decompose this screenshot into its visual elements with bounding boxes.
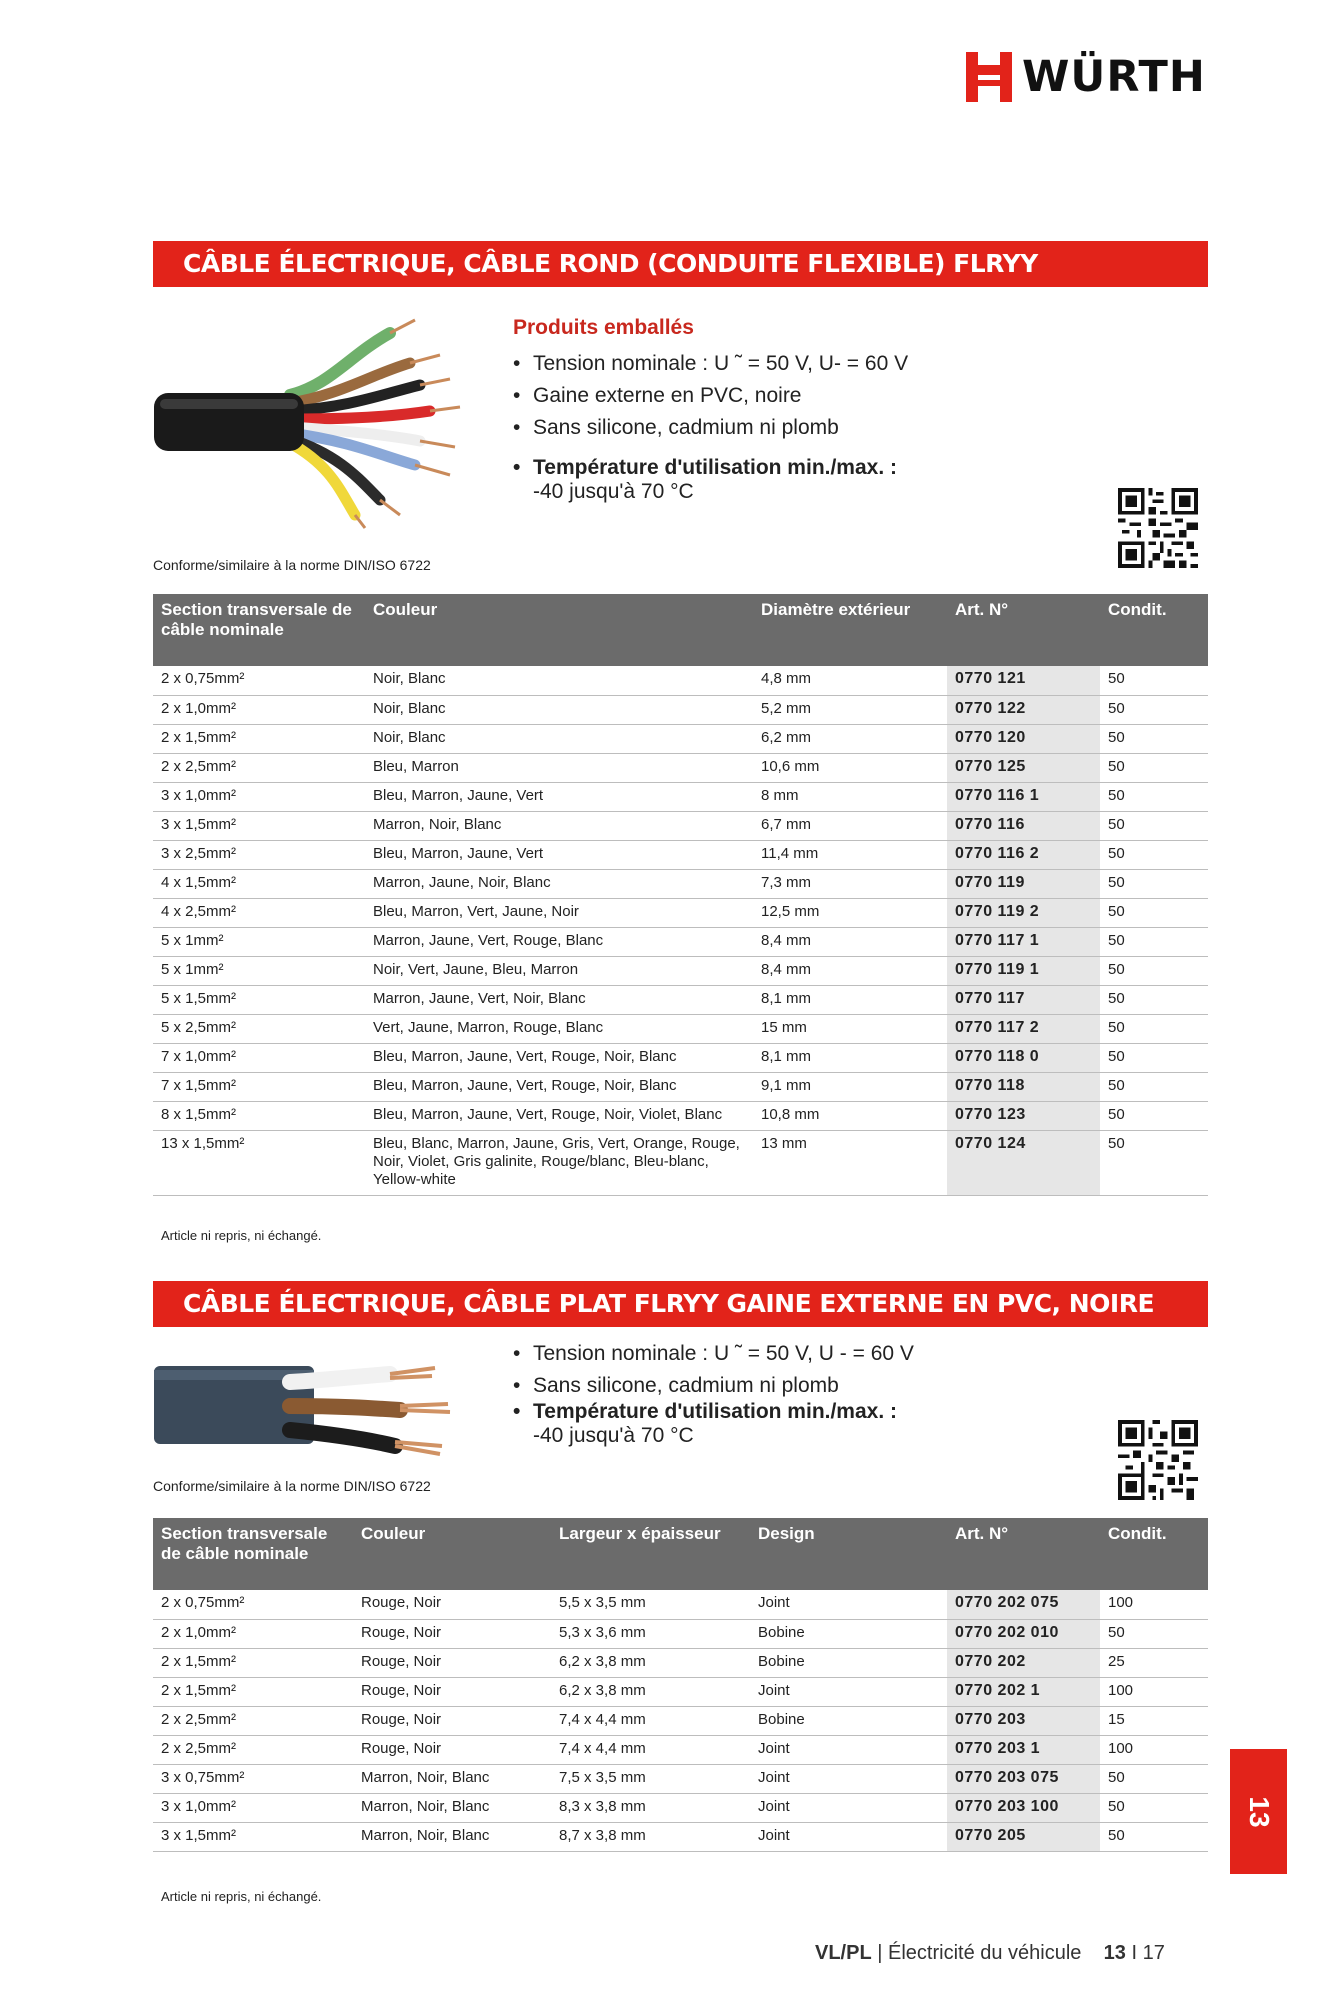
section-cell: 5 x 1mm²: [153, 956, 365, 985]
section-cell: 2 x 0,75mm²: [153, 1590, 353, 1619]
diameter-cell: 5,2 mm: [753, 695, 947, 724]
color-cell: Noir, Vert, Jaune, Bleu, Marron: [365, 956, 753, 985]
diameter-cell: 12,5 mm: [753, 898, 947, 927]
table-row: [153, 898, 1208, 927]
feature-item: • Sans silicone, cadmium ni plomb: [513, 416, 908, 440]
dimension-cell: 6,2 x 3,8 mm: [551, 1677, 750, 1706]
color-cell: Rouge, Noir: [353, 1706, 551, 1735]
packaging-cell: 50: [1100, 724, 1208, 753]
design-cell: Bobine: [750, 1706, 947, 1735]
article-number-cell: 0770 122: [947, 695, 1100, 724]
section-cell: 2 x 1,0mm²: [153, 1619, 353, 1648]
color-cell: Marron, Noir, Blanc: [353, 1793, 551, 1822]
color-cell: Rouge, Noir: [353, 1648, 551, 1677]
packaging-cell: 50: [1100, 985, 1208, 1014]
column-header: Couleur: [353, 1518, 551, 1590]
packaging-cell: 50: [1100, 1619, 1208, 1648]
table-row: [153, 666, 1208, 695]
table-row: [153, 1735, 1208, 1764]
dimension-cell: 8,7 x 3,8 mm: [551, 1822, 750, 1851]
diameter-cell: 15 mm: [753, 1014, 947, 1043]
diameter-cell: 4,8 mm: [753, 666, 947, 695]
table-row: [153, 1043, 1208, 1072]
table-row: [153, 927, 1208, 956]
table-row: [153, 1130, 1208, 1195]
dimension-cell: 5,5 x 3,5 mm: [551, 1590, 750, 1619]
table-row: [153, 811, 1208, 840]
section2-note: Article ni repris, ni échangé.: [161, 1889, 322, 1904]
section-cell: 7 x 1,5mm²: [153, 1072, 365, 1101]
section-cell: 4 x 2,5mm²: [153, 898, 365, 927]
table-row: [153, 1822, 1208, 1851]
color-cell: Bleu, Blanc, Marron, Jaune, Gris, Vert, Orange, Rouge, Noir, Violet, Gris galinite, Rouge/blanc, Bleu-blanc, Yellow-white: [365, 1130, 753, 1195]
temperature-value: -40 jusqu'à 70 °C: [533, 1424, 694, 1447]
section1-note: Article ni repris, ni échangé.: [161, 1228, 322, 1243]
section2-title: CÂBLE ÉLECTRIQUE, CÂBLE PLAT FLRYY GAINE EXTERNE EN PVC, NOIRE: [153, 1281, 1208, 1327]
packaging-cell: 50: [1100, 1130, 1208, 1195]
color-cell: Rouge, Noir: [353, 1735, 551, 1764]
color-cell: Bleu, Marron: [365, 753, 753, 782]
footer-section-title: Électricité du véhicule: [888, 1942, 1082, 1964]
footer-category: VL/PL: [815, 1942, 872, 1964]
table-row: [153, 840, 1208, 869]
feature-item: • Tension nominale : U ˜ = 50 V, U - = 60 V: [513, 1342, 914, 1366]
color-cell: Marron, Jaune, Vert, Noir, Blanc: [365, 985, 753, 1014]
table-row: [153, 1072, 1208, 1101]
table-row: [153, 1764, 1208, 1793]
packaging-cell: 50: [1100, 811, 1208, 840]
feature-item: • Tension nominale : U ˜ = 50 V, U- = 60 V: [513, 352, 908, 376]
footer-page-number: 13: [1103, 1942, 1126, 1964]
color-cell: Bleu, Marron, Jaune, Vert: [365, 840, 753, 869]
packaging-cell: 50: [1100, 927, 1208, 956]
section-cell: 4 x 1,5mm²: [153, 869, 365, 898]
packaging-cell: 50: [1100, 956, 1208, 985]
section1-norm: Conforme/similaire à la norme DIN/ISO 6722: [153, 557, 431, 573]
dimension-cell: 5,3 x 3,6 mm: [551, 1619, 750, 1648]
article-number-cell: 0770 203 1: [947, 1735, 1100, 1764]
color-cell: Marron, Noir, Blanc: [353, 1822, 551, 1851]
packaging-cell: 50: [1100, 840, 1208, 869]
color-cell: Bleu, Marron, Jaune, Vert, Rouge, Noir, Blanc: [365, 1043, 753, 1072]
design-cell: Bobine: [750, 1648, 947, 1677]
article-number-cell: 0770 202: [947, 1648, 1100, 1677]
packaging-cell: 100: [1100, 1735, 1208, 1764]
article-number-cell: 0770 205: [947, 1822, 1100, 1851]
packaging-cell: 50: [1100, 1793, 1208, 1822]
packaging-cell: 25: [1100, 1648, 1208, 1677]
table-row: [153, 695, 1208, 724]
feature-item: • Gaine externe en PVC, noire: [513, 384, 908, 408]
dimension-cell: 7,4 x 4,4 mm: [551, 1735, 750, 1764]
feature-item: • Sans silicone, cadmium ni plomb: [513, 1374, 914, 1398]
table-row: [153, 1101, 1208, 1130]
article-number-cell: 0770 119 1: [947, 956, 1100, 985]
temperature-label: Température d'utilisation min./max. :: [533, 456, 898, 479]
diameter-cell: 8,1 mm: [753, 1043, 947, 1072]
wurth-logo: [966, 52, 1206, 102]
wurth-logo-icon: [966, 52, 1012, 102]
color-cell: Marron, Noir, Blanc: [353, 1764, 551, 1793]
article-number-cell: 0770 118 0: [947, 1043, 1100, 1072]
qr-code-icon: [1118, 1420, 1198, 1500]
design-cell: Joint: [750, 1677, 947, 1706]
packaging-cell: 50: [1100, 1764, 1208, 1793]
color-cell: Noir, Blanc: [365, 695, 753, 724]
brand-name: WÜRTH: [1022, 51, 1206, 102]
design-cell: Joint: [750, 1822, 947, 1851]
article-number-cell: 0770 203 075: [947, 1764, 1100, 1793]
packaging-cell: 50: [1100, 695, 1208, 724]
packaging-cell: 100: [1100, 1590, 1208, 1619]
column-header: Section transversale de câble nominale: [153, 594, 365, 666]
dimension-cell: 8,3 x 3,8 mm: [551, 1793, 750, 1822]
temperature-feature: [513, 456, 908, 504]
table-row: [153, 1677, 1208, 1706]
temperature-label: Température d'utilisation min./max. :: [533, 1400, 898, 1423]
table-row: [153, 1706, 1208, 1735]
color-cell: Rouge, Noir: [353, 1677, 551, 1706]
section-cell: 3 x 2,5mm²: [153, 840, 365, 869]
section-cell: 2 x 1,5mm²: [153, 724, 365, 753]
section-cell: 5 x 2,5mm²: [153, 1014, 365, 1043]
round-cable-image: [150, 315, 495, 530]
article-number-cell: 0770 119: [947, 869, 1100, 898]
color-cell: Rouge, Noir: [353, 1590, 551, 1619]
design-cell: Joint: [750, 1735, 947, 1764]
article-number-cell: 0770 203 100: [947, 1793, 1100, 1822]
table-row: [153, 869, 1208, 898]
diameter-cell: 9,1 mm: [753, 1072, 947, 1101]
section-cell: 2 x 1,0mm²: [153, 695, 365, 724]
table-row: [153, 985, 1208, 1014]
section-cell: 5 x 1,5mm²: [153, 985, 365, 1014]
packaging-cell: 50: [1100, 753, 1208, 782]
packaging-cell: 50: [1100, 1014, 1208, 1043]
diameter-cell: 13 mm: [753, 1130, 947, 1195]
article-number-cell: 0770 124: [947, 1130, 1100, 1195]
section-cell: 3 x 1,5mm²: [153, 811, 365, 840]
color-cell: Noir, Blanc: [365, 666, 753, 695]
article-number-cell: 0770 202 075: [947, 1590, 1100, 1619]
packaging-cell: 50: [1100, 1043, 1208, 1072]
column-header: Section transversale de câble nominale: [153, 1518, 353, 1590]
table-row: [153, 753, 1208, 782]
section-cell: 3 x 1,0mm²: [153, 1793, 353, 1822]
article-number-cell: 0770 120: [947, 724, 1100, 753]
table-row: [153, 1590, 1208, 1619]
color-cell: Bleu, Marron, Jaune, Vert, Rouge, Noir, Blanc: [365, 1072, 753, 1101]
section1-subtitle: Produits emballés: [513, 316, 694, 339]
article-number-cell: 0770 116 1: [947, 782, 1100, 811]
section-cell: 2 x 0,75mm²: [153, 666, 365, 695]
table-row: [153, 1014, 1208, 1043]
design-cell: Bobine: [750, 1619, 947, 1648]
color-cell: Bleu, Marron, Jaune, Vert: [365, 782, 753, 811]
article-number-cell: 0770 116 2: [947, 840, 1100, 869]
footer: [815, 1942, 1165, 1965]
section-cell: 5 x 1mm²: [153, 927, 365, 956]
packaging-cell: 50: [1100, 1822, 1208, 1851]
table-row: [153, 1793, 1208, 1822]
section-cell: 13 x 1,5mm²: [153, 1130, 365, 1195]
article-number-cell: 0770 117 1: [947, 927, 1100, 956]
column-header: Largeur x épaisseur: [551, 1518, 750, 1590]
section-cell: 2 x 2,5mm²: [153, 1706, 353, 1735]
chapter-number: 13: [1243, 1795, 1275, 1828]
footer-page-separator: I: [1131, 1942, 1138, 1964]
article-number-cell: 0770 202 010: [947, 1619, 1100, 1648]
diameter-cell: 8 mm: [753, 782, 947, 811]
packaging-cell: 100: [1100, 1677, 1208, 1706]
article-number-cell: 0770 119 2: [947, 898, 1100, 927]
table-row: [153, 1648, 1208, 1677]
color-cell: Bleu, Marron, Jaune, Vert, Rouge, Noir, Violet, Blanc: [365, 1101, 753, 1130]
dimension-cell: 7,4 x 4,4 mm: [551, 1706, 750, 1735]
diameter-cell: 10,6 mm: [753, 753, 947, 782]
section-cell: 2 x 2,5mm²: [153, 753, 365, 782]
section-cell: 2 x 1,5mm²: [153, 1677, 353, 1706]
diameter-cell: 8,4 mm: [753, 927, 947, 956]
column-header: Condit.: [1100, 594, 1208, 666]
column-header: Art. N°: [947, 594, 1100, 666]
temperature-value: -40 jusqu'à 70 °C: [533, 480, 694, 503]
diameter-cell: 10,8 mm: [753, 1101, 947, 1130]
color-cell: Vert, Jaune, Marron, Rouge, Blanc: [365, 1014, 753, 1043]
section-cell: 3 x 0,75mm²: [153, 1764, 353, 1793]
section-cell: 2 x 2,5mm²: [153, 1735, 353, 1764]
section-cell: 2 x 1,5mm²: [153, 1648, 353, 1677]
section1-features: [513, 352, 908, 512]
color-cell: Noir, Blanc: [365, 724, 753, 753]
color-cell: Marron, Jaune, Vert, Rouge, Blanc: [365, 927, 753, 956]
design-cell: Joint: [750, 1764, 947, 1793]
chapter-tab: [1230, 1749, 1287, 1874]
packaging-cell: 50: [1100, 1101, 1208, 1130]
diameter-cell: 6,7 mm: [753, 811, 947, 840]
article-number-cell: 0770 117 2: [947, 1014, 1100, 1043]
section2-norm: Conforme/similaire à la norme DIN/ISO 6722: [153, 1478, 431, 1494]
color-cell: Bleu, Marron, Vert, Jaune, Noir: [365, 898, 753, 927]
color-cell: Marron, Noir, Blanc: [365, 811, 753, 840]
column-header: Design: [750, 1518, 947, 1590]
section2-features: [513, 1342, 914, 1456]
dimension-cell: 7,5 x 3,5 mm: [551, 1764, 750, 1793]
packaging-cell: 50: [1100, 869, 1208, 898]
diameter-cell: 7,3 mm: [753, 869, 947, 898]
table-row: [153, 1619, 1208, 1648]
color-cell: Marron, Jaune, Noir, Blanc: [365, 869, 753, 898]
diameter-cell: 8,4 mm: [753, 956, 947, 985]
packaging-cell: 15: [1100, 1706, 1208, 1735]
article-number-cell: 0770 118: [947, 1072, 1100, 1101]
section-cell: 3 x 1,0mm²: [153, 782, 365, 811]
color-cell: Rouge, Noir: [353, 1619, 551, 1648]
column-header: Diamètre extérieur: [753, 594, 947, 666]
table-header-row: [153, 1518, 1208, 1590]
column-header: Condit.: [1100, 1518, 1208, 1590]
packaging-cell: 50: [1100, 666, 1208, 695]
flat-cable-image: [150, 1350, 495, 1460]
article-number-cell: 0770 116: [947, 811, 1100, 840]
article-number-cell: 0770 121: [947, 666, 1100, 695]
diameter-cell: 8,1 mm: [753, 985, 947, 1014]
round-cable-table: [153, 594, 1208, 1196]
table-row: [153, 782, 1208, 811]
table-row: [153, 724, 1208, 753]
packaging-cell: 50: [1100, 782, 1208, 811]
packaging-cell: 50: [1100, 1072, 1208, 1101]
design-cell: Joint: [750, 1590, 947, 1619]
dimension-cell: 6,2 x 3,8 mm: [551, 1648, 750, 1677]
article-number-cell: 0770 202 1: [947, 1677, 1100, 1706]
temperature-feature: [513, 1400, 914, 1448]
section-cell: 3 x 1,5mm²: [153, 1822, 353, 1851]
design-cell: Joint: [750, 1793, 947, 1822]
article-number-cell: 0770 117: [947, 985, 1100, 1014]
footer-total-pages: 17: [1142, 1942, 1165, 1964]
qr-code-icon: [1118, 488, 1198, 568]
section-cell: 8 x 1,5mm²: [153, 1101, 365, 1130]
column-header: Art. N°: [947, 1518, 1100, 1590]
packaging-cell: 50: [1100, 898, 1208, 927]
column-header: Couleur: [365, 594, 753, 666]
diameter-cell: 6,2 mm: [753, 724, 947, 753]
table-header-row: [153, 594, 1208, 666]
section1-title: CÂBLE ÉLECTRIQUE, CÂBLE ROND (CONDUITE FLEXIBLE) FLRYY: [153, 241, 1208, 287]
section-cell: 7 x 1,0mm²: [153, 1043, 365, 1072]
article-number-cell: 0770 125: [947, 753, 1100, 782]
footer-separator: |: [877, 1942, 883, 1964]
article-number-cell: 0770 123: [947, 1101, 1100, 1130]
table-row: [153, 956, 1208, 985]
flat-cable-table: [153, 1518, 1208, 1852]
diameter-cell: 11,4 mm: [753, 840, 947, 869]
article-number-cell: 0770 203: [947, 1706, 1100, 1735]
